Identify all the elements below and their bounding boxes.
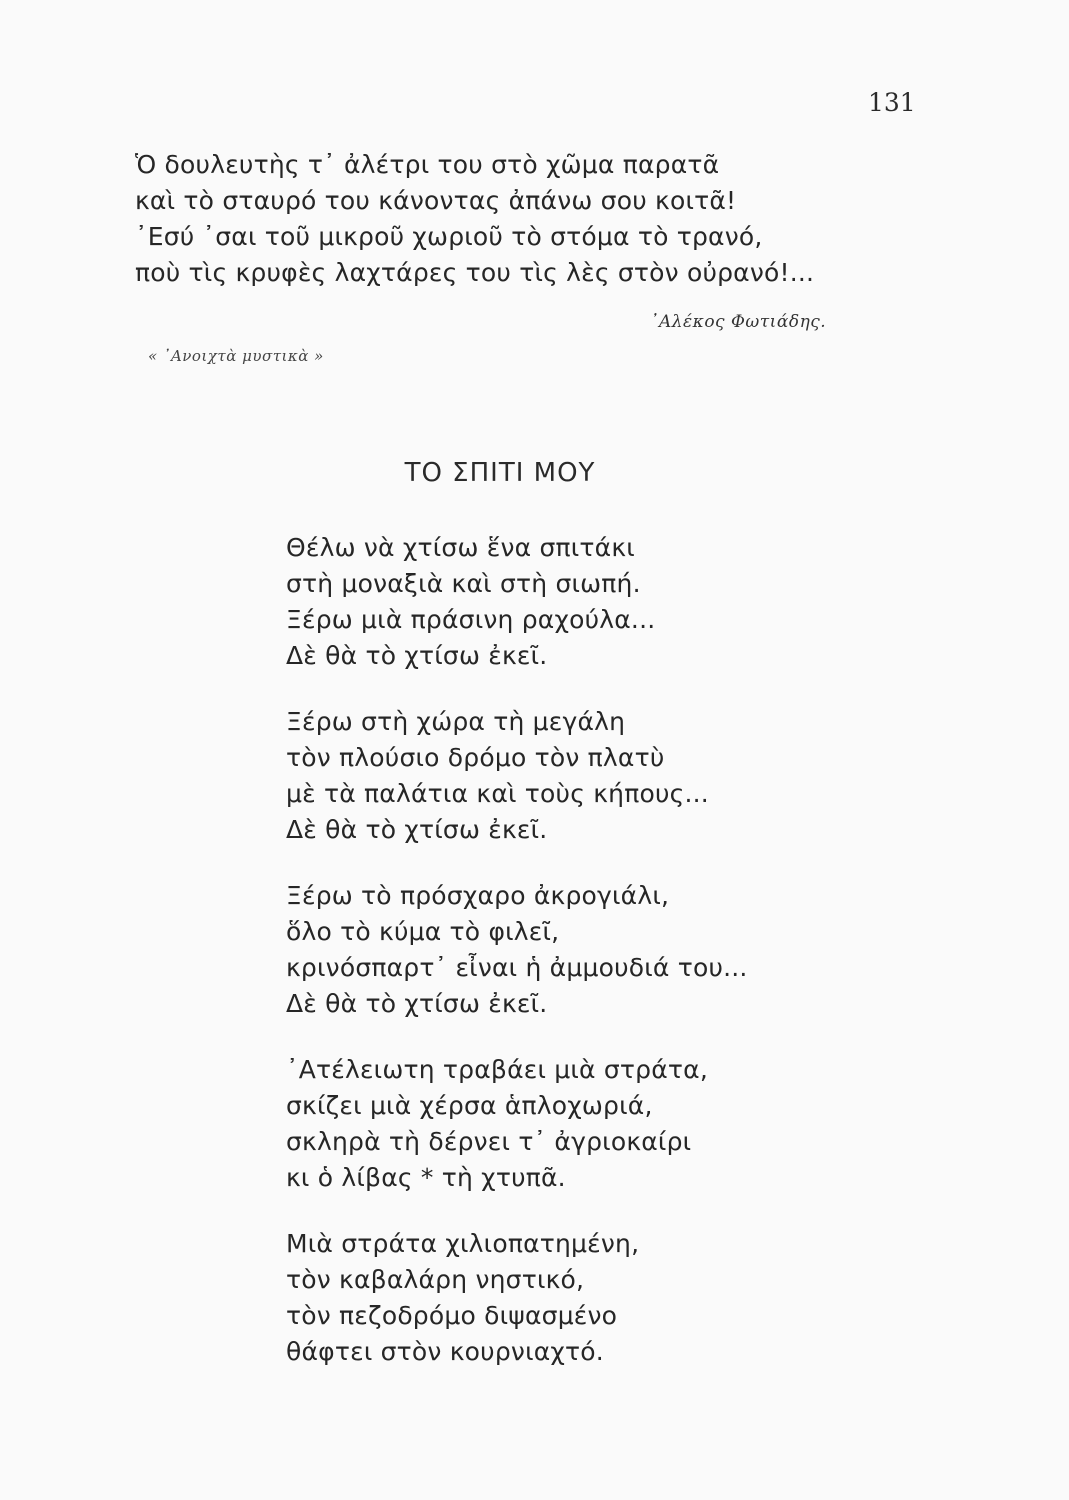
verse-line: σκίζει μιὰ χέρσα ἁπλοχωριά, bbox=[286, 1091, 653, 1120]
verse-line: ὅλο τὸ κύμα τὸ φιλεῖ, bbox=[286, 917, 560, 946]
verse-line: θάφτει στὸν κουρνιαχτό. bbox=[286, 1337, 604, 1366]
verse-line: Ὁ δουλευτὴς τ᾽ ἀλέτρι του στὸ χῶμα παρατᾶ bbox=[135, 150, 720, 179]
verse-line: στὴ μοναξιὰ καὶ στὴ σιωπή. bbox=[286, 569, 641, 598]
verse-line: Ξέρω μιὰ πράσινη ραχούλα... bbox=[286, 605, 656, 634]
verse-line: τὸν καβαλάρη νηστικό, bbox=[286, 1265, 585, 1294]
verse-line: Ξέρω στὴ χώρα τὴ μεγάλη bbox=[286, 707, 626, 736]
verse-line: ᾽Εσύ ᾽σαι τοῦ μικροῦ χωριοῦ τὸ στόμα τὸ τρανό, bbox=[135, 222, 763, 251]
previous-poem-ending bbox=[135, 147, 814, 291]
stanza bbox=[286, 1226, 748, 1370]
stanza bbox=[286, 704, 748, 848]
verse-line: τὸν πεζοδρόμο διψασμένο bbox=[286, 1301, 618, 1330]
stanza bbox=[286, 530, 748, 674]
poem-title: ΤΟ ΣΠΙΤΙ ΜΟΥ bbox=[404, 458, 596, 488]
previous-poem-source: « ᾽Ανοιχτὰ μυστικὰ » bbox=[148, 347, 324, 365]
poem-body bbox=[286, 530, 748, 1400]
page-number: 131 bbox=[868, 88, 916, 117]
verse-line: τὸν πλούσιο δρόμο τὸν πλατὺ bbox=[286, 743, 665, 772]
verse-line: κρινόσπαρτ᾽ εἶναι ἡ ἀμμουδιά του... bbox=[286, 953, 748, 982]
verse-line: Δὲ θὰ τὸ χτίσω ἐκεῖ. bbox=[286, 641, 548, 670]
verse-line: σκληρὰ τὴ δέρνει τ᾽ ἀγριοκαίρι bbox=[286, 1127, 692, 1156]
verse-line: Ξέρω τὸ πρόσχαρο ἀκρογιάλι, bbox=[286, 881, 670, 910]
verse-line: Μιὰ στράτα χιλιοπατημένη, bbox=[286, 1229, 640, 1258]
verse-line: καὶ τὸ σταυρό του κάνοντας ἀπάνω σου κοιτᾶ! bbox=[135, 186, 737, 215]
verse-line: Δὲ θὰ τὸ χτίσω ἐκεῖ. bbox=[286, 815, 548, 844]
stanza bbox=[286, 878, 748, 1022]
verse-line: μὲ τὰ παλάτια καὶ τοὺς κήπους... bbox=[286, 779, 709, 808]
verse-line: Θέλω νὰ χτίσω ἕνα σπιτάκι bbox=[286, 533, 635, 562]
verse-line: ποὺ τὶς κρυφὲς λαχτάρες του τὶς λὲς στὸν οὐρανό!... bbox=[135, 258, 815, 287]
verse-line: ᾽Ατέλειωτη τραβάει μιὰ στράτα, bbox=[286, 1055, 708, 1084]
verse-line: κι ὁ λίβας * τὴ χτυπᾶ. bbox=[286, 1163, 566, 1192]
stanza bbox=[286, 1052, 748, 1196]
previous-poem-author: ᾽Αλέκος Φωτιάδης. bbox=[650, 312, 827, 332]
verse-line: Δὲ θὰ τὸ χτίσω ἐκεῖ. bbox=[286, 989, 548, 1018]
